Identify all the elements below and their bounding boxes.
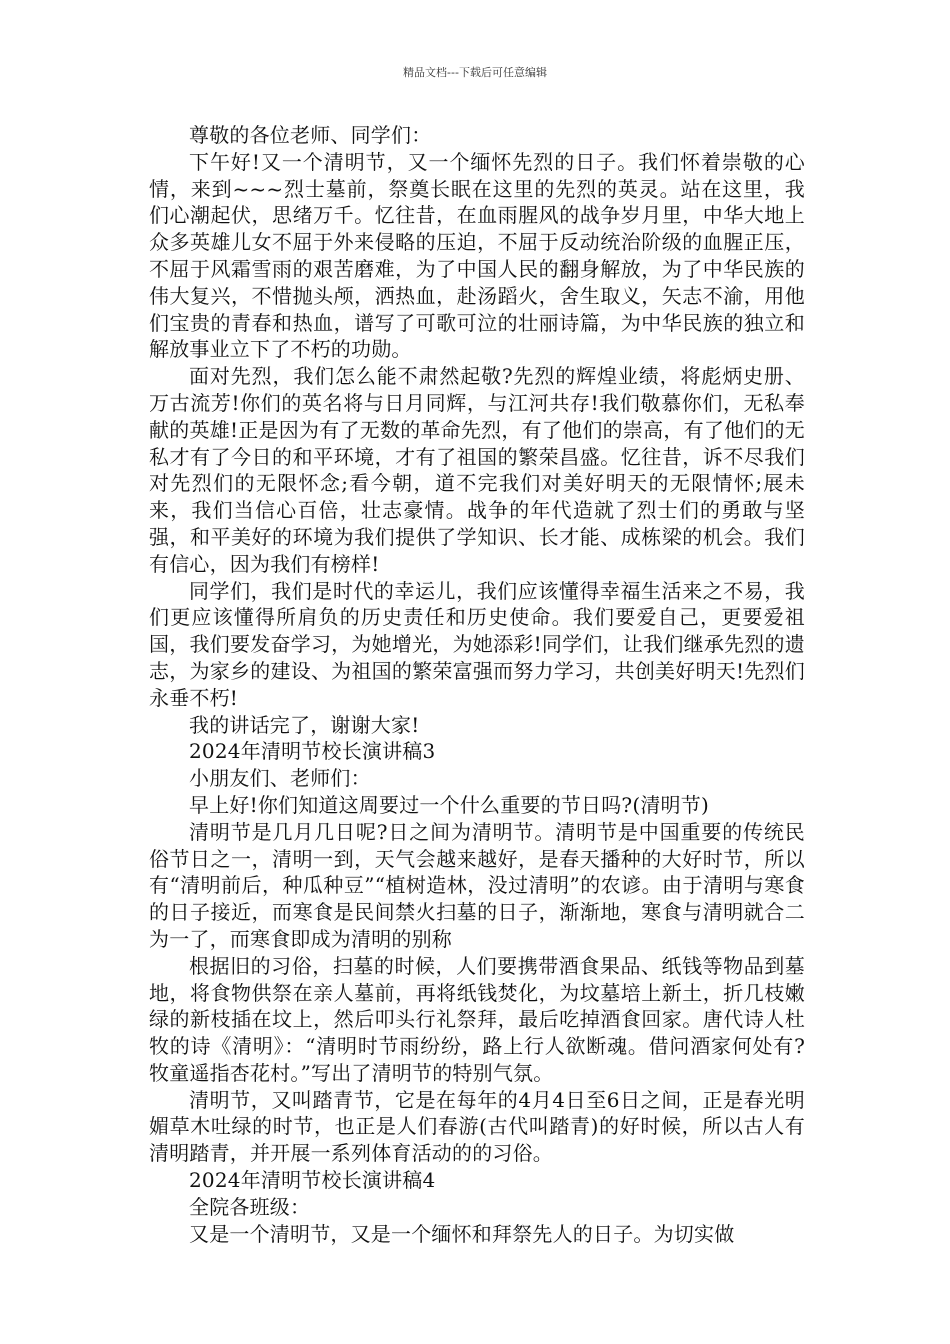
paragraph: 根据旧的习俗，扫墓的时候，人们要携带酒食果品、纸钱等物品到墓地，将食物供祭在亲人墓前，再将纸钱焚化，为坟墓培上新土，折几枝嫩绿的新枝插在坟上，然后叩头行礼祭拜，最后吃掉酒食回家。唐代诗人杜牧的诗《清明》：“清明时节雨纷纷，路上行人欲断魂。借问酒家何处有?牧童遥指杏花村。”写出了清明节的特别气氛。	[149, 953, 805, 1085]
paragraph: 清明节，又叫踏青节，它是在每年的4月4日至6日之间，正是春光明媚草木吐绿的时节，也正是人们春游(古代叫踏青)的好时候，所以古人有清明踏青，并开展一系列体育活动的的习俗。	[149, 1087, 805, 1166]
paragraph: 下午好!又一个清明节，又一个缅怀先烈的日子。我们怀着崇敬的心情，来到~~~烈士墓前，祭奠长眠在这里的先烈的英灵。站在这里，我们心潮起伏，思绪万千。忆往昔，在血雨腥风的战争岁月里，中华大地上众多英雄儿女不屈于外来侵略的压迫，不屈于反动统治阶级的血腥正压，不屈于风霜雪雨的艰苦磨难，为了中国人民的翻身解放，为了中华民族的伟大复兴，不惜抛头颅，洒热血，赴汤蹈火，舍生取义，矢志不渝，用他们宝贵的青春和热血，谱写了可歌可泣的壮丽诗篇，为中华民族的独立和解放事业立下了不朽的功勋。	[149, 149, 805, 362]
salutation: 全院各班级：	[189, 1194, 311, 1219]
document-body	[149, 122, 805, 1247]
paragraph: 同学们，我们是时代的幸运儿，我们应该懂得幸福生活来之不易，我们更应该懂得所肩负的历史责任和历史使命。我们要爱自己，更要爱祖国，我们要发奋学习，为她增光，为她添彩!同学们，让我们继承先烈的遗志，为家乡的建设、为祖国的繁荣富强而努力学习，共创美好明天!先烈们永垂不朽!	[149, 578, 805, 710]
closing-line: 我的讲话完了，谢谢大家!	[189, 712, 420, 737]
paragraph: 又是一个清明节，又是一个缅怀和拜祭先人的日子。为切实做	[189, 1221, 735, 1246]
paragraph: 清明节是几月几日呢?日之间为清明节。清明节是中国重要的传统民俗节日之一，清明一到，天气会越来越好，是春天播种的大好时节，所以有“清明前后，种瓜种豆”“植树造林，没过清明”的农谚。由于清明与寒食的日子接近，而寒食是民间禁火扫墓的日子，渐渐地，寒食与清明就合二为一了，而寒食即成为清明的别称	[149, 819, 805, 951]
page-header: 精品文档---下载后可任意编辑	[403, 66, 547, 79]
paragraph: 早上好!你们知道这周要过一个什么重要的节日吗?(清明节)	[189, 792, 709, 817]
section-title: 2024年清明节校长演讲稿3	[189, 739, 436, 764]
paragraph: 面对先烈，我们怎么能不肃然起敬?先烈的辉煌业绩，将彪炳史册、万古流芳!你们的英名将与日月同辉，与江河共存!我们敬慕你们，无私奉献的英雄!正是因为有了无数的革命先烈，有了他们的崇高，有了他们的无私才有了今日的和平环境，才有了祖国的繁荣昌盛。忆往昔，诉不尽我们对先烈们的无限怀念;看今朝，道不完我们对美好明天的无限情怀;展未来，我们当信心百倍，壮志豪情。战争的年代造就了烈士们的勇敢与坚强，和平美好的环境为我们提供了学知识、长才能、成栋梁的机会。我们有信心，因为我们有榜样!	[149, 364, 805, 576]
salutation: 尊敬的各位老师、同学们：	[189, 123, 432, 147]
section-title: 2024年清明节校长演讲稿4	[189, 1168, 436, 1193]
salutation: 小朋友们、老师们：	[189, 766, 371, 791]
